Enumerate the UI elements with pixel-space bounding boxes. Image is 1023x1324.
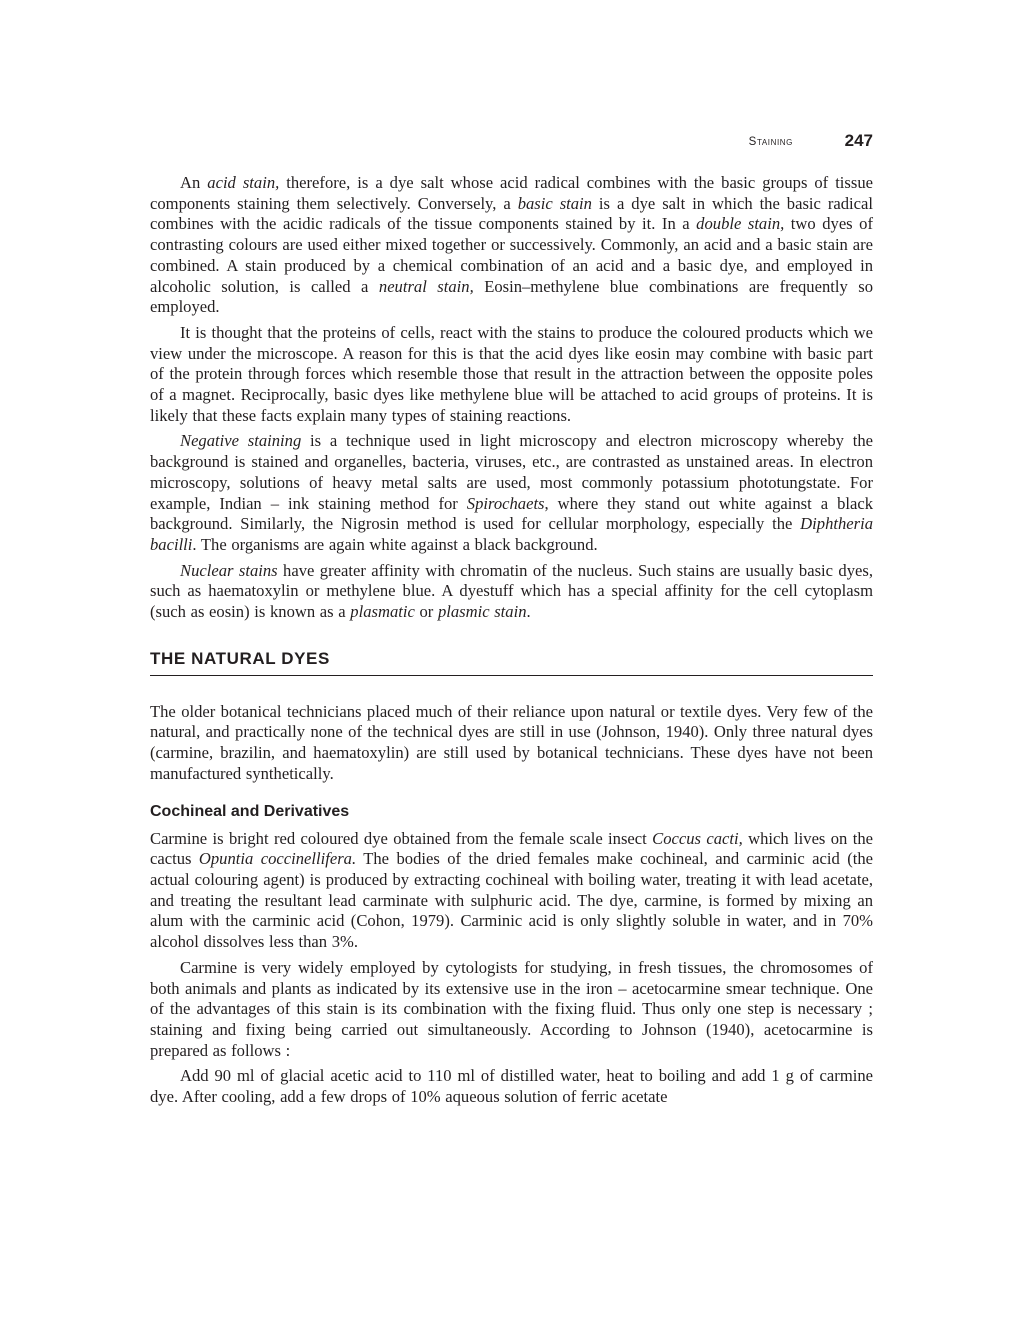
paragraph-carmine (150, 829, 873, 953)
term-diphtheria-bacilli: Diphtheria bacilli (150, 514, 873, 554)
term-plasmatic: plasmatic (350, 602, 415, 622)
text-run: The bodies of the dried females make cochineal, and carminic acid (the actual colouring agent) is produced by extracting cochineal with boiling water, treating it with lead acetate, and treating the resultant lead carminate with sulphuric acid. The dye, carmine, is formed by mixing an alum with the carminic acid (Cohon, 1979). Carminic acid is only slightly soluble in water, and in 70% alcohol dissolves less than 3%. (150, 849, 874, 952)
term-acid-stain: acid stain, (207, 173, 280, 192)
running-title: Staining (748, 136, 793, 148)
text-run: therefore, is a dye salt whose acid radical combines with the basic groups of tissue components staining them selectively. Conversely, a (150, 173, 873, 213)
paragraph-natural-dyes: The older botanical technicians placed much of their reliance upon natural or textile dyes. Very few of the natural, and practically none of the technical dyes are still in use (Johnson, 1940). Only three natural dyes (carmine, brazilin, and haematoxylin) are still used by botanical technicians. These dyes have not been manufactured synthetically. (150, 701, 873, 783)
text-run: Eosin–methylene blue combinations are frequently so employed. (150, 276, 873, 317)
term-double-stain: double stain, (696, 214, 785, 234)
text-run: or (414, 602, 438, 622)
text-run: An (180, 173, 208, 192)
text-run: . The organisms are again white against a black background. (192, 534, 598, 554)
term-neutral-stain: neutral stain, (378, 276, 474, 296)
book-page (150, 128, 873, 1108)
term-spirochaets: Spirochaets (466, 493, 545, 513)
subsection-heading: Cochineal and Derivatives (150, 802, 350, 820)
term-basic-stain: basic stain (517, 193, 592, 213)
paragraph-carmine-usage: Carmine is very widely employed by cytologists for studying, in fresh tissues, the chromosomes of both animals and plants as indicated by its extensive use in the iron – acetocarmine smear technique. One of the advantages of this stain is its combination with the fixing fluid. Thus only one step is necessary ; staining and fixing being carried out simultaneously. According to Johnson (1940), acetocarmine is prepared as follows : (150, 957, 873, 1060)
paragraph-acetocarmine-recipe: Add 90 ml of glacial acetic acid to 110 ml of distilled water, heat to boiling and add 1 g of carmine dye. After cooling, add a few drops of 10% aqueous solution of ferric acetate (150, 1066, 873, 1107)
paragraph-acid-stain (150, 173, 873, 318)
text-run: which lives on the cactus (150, 828, 873, 869)
text-run: , where they stand out white against a black background. Similarly, the Nigrosin method is used for cellular morphology, especially the (150, 493, 874, 534)
term-opuntia: Opuntia coccinellifera. (198, 849, 357, 869)
text-run: . (526, 602, 531, 622)
term-coccus-cacti: Coccus cacti, (652, 828, 743, 848)
running-head (150, 128, 873, 156)
text-run: Carmine is bright red coloured dye obtained from the female scale insect (150, 828, 653, 848)
text-run: have greater affinity with chromatin of the nucleus. Such stains are usually basic dyes, such as haematoxylin or methylene blue. A dyestuff which has a special affinity for the cell cytoplasm (such as eosin) is known as a (150, 560, 874, 622)
section-heading: THE NATURAL DYES (150, 649, 873, 676)
term-nuclear-stains: Nuclear stains (180, 560, 278, 580)
paragraph-proteins: It is thought that the proteins of cells, react with the stains to produce the coloured products which we view under the microscope. A reason for this is that the acid dyes like eosin may combine with basic part of the protein through forces which resemble those that result in the attraction between the opposite poles of a magnet. Reciprocally, basic dyes like methylene blue will be attached to acid groups of proteins. It is likely that these facts explain many types of staining reactions. (150, 322, 873, 425)
page-number: 247 (844, 131, 873, 150)
term-negative-staining: Negative staining (180, 431, 302, 451)
text-run: is a dye salt in which the basic radical combines with the acidic radicals of the tissue components stained by it. In a (150, 193, 873, 234)
term-plasmic-stain: plasmic stain (437, 602, 527, 622)
body-text (150, 173, 873, 623)
text-run: is a technique used in light microscopy and electron microscopy whereby the background is stained and organelles, bacteria, viruses, etc., are contrasted as unstained areas. In electron microscopy, solutions of heavy metal salts are used, most commonly potassium phototungstate. For example, Indian – ink staining method for (150, 431, 873, 513)
paragraph-nuclear-stains (150, 561, 873, 623)
text-run: two dyes of contrasting colours are used either mixed together or successively. Commonly, an acid and a basic stain are combined. A stain produced by a chemical combination of an acid and a basic dye, and employed in alcoholic solution, is called a (150, 214, 873, 296)
paragraph-negative-staining (150, 431, 873, 555)
